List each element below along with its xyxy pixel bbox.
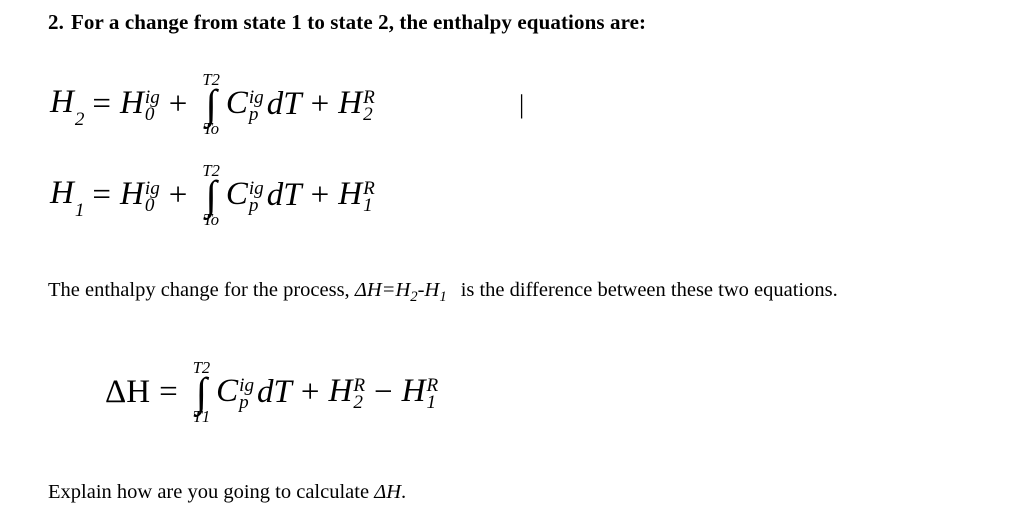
eq1-term2: H R 2 <box>338 84 375 126</box>
eq2-integral <box>202 163 219 228</box>
para2-tail: . <box>401 481 407 503</box>
eq3-integral-upper: T2 <box>192 358 211 377</box>
eq2-equals: = <box>92 177 112 214</box>
eq3-term2: H R 2 <box>328 372 366 414</box>
eq1-integral <box>202 72 219 137</box>
eq3-plus: + <box>300 374 320 411</box>
eq3-integral <box>193 360 210 425</box>
eq3-integrand: C ig p <box>216 372 255 414</box>
eq2-integrand: C ig p <box>225 175 264 217</box>
eq1-term1: H ig 0 <box>120 84 160 126</box>
page-title <box>48 10 646 35</box>
eq2-differential: dT <box>266 177 302 214</box>
paragraph-explain <box>48 478 848 506</box>
eq2-lhs: $H_1$ <box>50 174 85 222</box>
eq1-differential: dT <box>266 86 302 123</box>
eq1-plus2: + <box>310 86 330 123</box>
equation-h1 <box>50 163 375 228</box>
eq1-integral-lower: To <box>203 118 220 138</box>
para2-lead: Explain how are you going to calculate <box>48 481 375 503</box>
eq1-integral-upper: T2 <box>202 70 220 89</box>
paragraph-enthalpy-change <box>48 276 898 307</box>
eq1-plus1: + <box>168 86 188 123</box>
eq2-term2: H R 1 <box>338 175 375 217</box>
text-caret: | <box>519 90 525 119</box>
para1-math: $\Delta H=H_2-H_1$ <box>354 279 447 306</box>
para2-math: ΔH <box>374 481 402 503</box>
integral-icon: ∫ <box>205 80 217 127</box>
eq3-lhs: ΔH <box>105 374 151 411</box>
equation-delta-h <box>105 360 438 425</box>
integral-icon: ∫ <box>195 368 208 415</box>
eq2-term1: H ig 0 <box>120 175 160 217</box>
eq2-integral-upper: T2 <box>202 161 220 180</box>
eq3-minus: − <box>374 374 393 411</box>
eq1-equals: = <box>92 86 112 123</box>
eq3-equals: = <box>159 374 178 411</box>
eq1-lhs: $H_2$ <box>50 83 85 131</box>
question-text: For a change from state 1 to state 2, the enthalpy equations are: <box>70 10 647 34</box>
eq2-plus2: + <box>310 177 330 214</box>
eq1-integrand: C ig p <box>225 84 264 126</box>
eq3-term3: H R 1 <box>401 372 439 414</box>
eq3-integral-lower: T1 <box>192 406 211 426</box>
eq2-integral-lower: To <box>203 209 220 229</box>
question-number: 2. <box>48 10 64 34</box>
integral-icon: ∫ <box>205 171 217 218</box>
para1-tail: is the difference between these two equations. <box>460 279 838 301</box>
equation-h2 <box>50 72 375 137</box>
para1-lead: The enthalpy change for the process, <box>48 279 355 301</box>
eq2-plus1: + <box>168 177 188 214</box>
eq3-differential: dT <box>257 374 292 411</box>
